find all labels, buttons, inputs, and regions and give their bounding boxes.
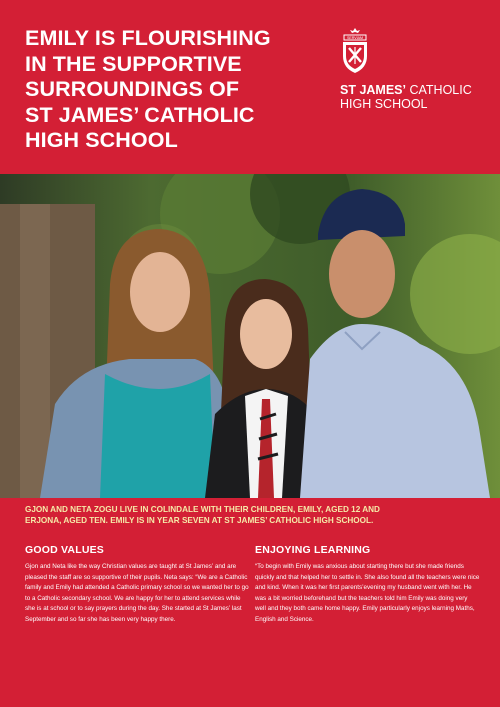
headline-line: EMILY IS FLOURISHING bbox=[25, 26, 271, 50]
enjoying-learning-section bbox=[255, 544, 480, 626]
crest-icon bbox=[340, 28, 370, 74]
good-values-body: Gjon and Neta like the way Christian values are taught at St James’ and are pleased the staff are so supportive of their pupils. Neta says: “We are a Catholic family and Emily had attended a Catholic primary school so we wanted her to go to a Catholic secondary school. We are happy for her to attend services while she is at school or to say prayers during the day. She started at St James’ last September and so far she has been very happy there. bbox=[25, 563, 249, 623]
family-photo-illustration bbox=[0, 174, 500, 498]
good-values-heading: GOOD VALUES bbox=[25, 544, 105, 556]
svg-text:SERVIAM: SERVIAM bbox=[346, 36, 364, 40]
headline bbox=[25, 26, 315, 154]
caption-line: GJON AND NETA ZOGU LIVE IN COLINDALE WITH THEIR CHILDREN, EMILY, AGED 12 AND bbox=[25, 505, 380, 514]
caption-line: ERJONA, AGED TEN. EMILY IS IN YEAR SEVEN AT ST JAMES’ CATHOLIC HIGH SCHOOL. bbox=[25, 516, 374, 525]
school-name bbox=[340, 83, 500, 111]
headline-line: ST JAMES’ CATHOLIC bbox=[25, 102, 255, 127]
photo-caption bbox=[25, 504, 485, 526]
enjoying-learning-heading: ENJOYING LEARNING bbox=[255, 544, 371, 556]
headline-line: SURROUNDINGS OF bbox=[25, 77, 240, 101]
school-name-line2: HIGH SCHOOL bbox=[340, 97, 428, 111]
headline-line: IN THE SUPPORTIVE bbox=[25, 51, 242, 76]
family-photo bbox=[0, 174, 500, 498]
enjoying-learning-body: “To begin with Emily was anxious about starting there but she made friends quickly and that helped her to settle in. She also found all the teachers were nice and kind. When it was her first parents’evening my husband went with her. He was a bit worried beforehand but the teachers told him Emily was doing very well and they both came home happy. Emily particularly enjoys learning Maths, English and Science. bbox=[255, 563, 480, 623]
school-name-rest: CATHOLIC bbox=[406, 83, 472, 97]
headline-line: HIGH SCHOOL bbox=[25, 128, 178, 152]
good-values-section bbox=[25, 544, 250, 626]
school-name-bold: ST JAMES’ bbox=[340, 83, 406, 97]
